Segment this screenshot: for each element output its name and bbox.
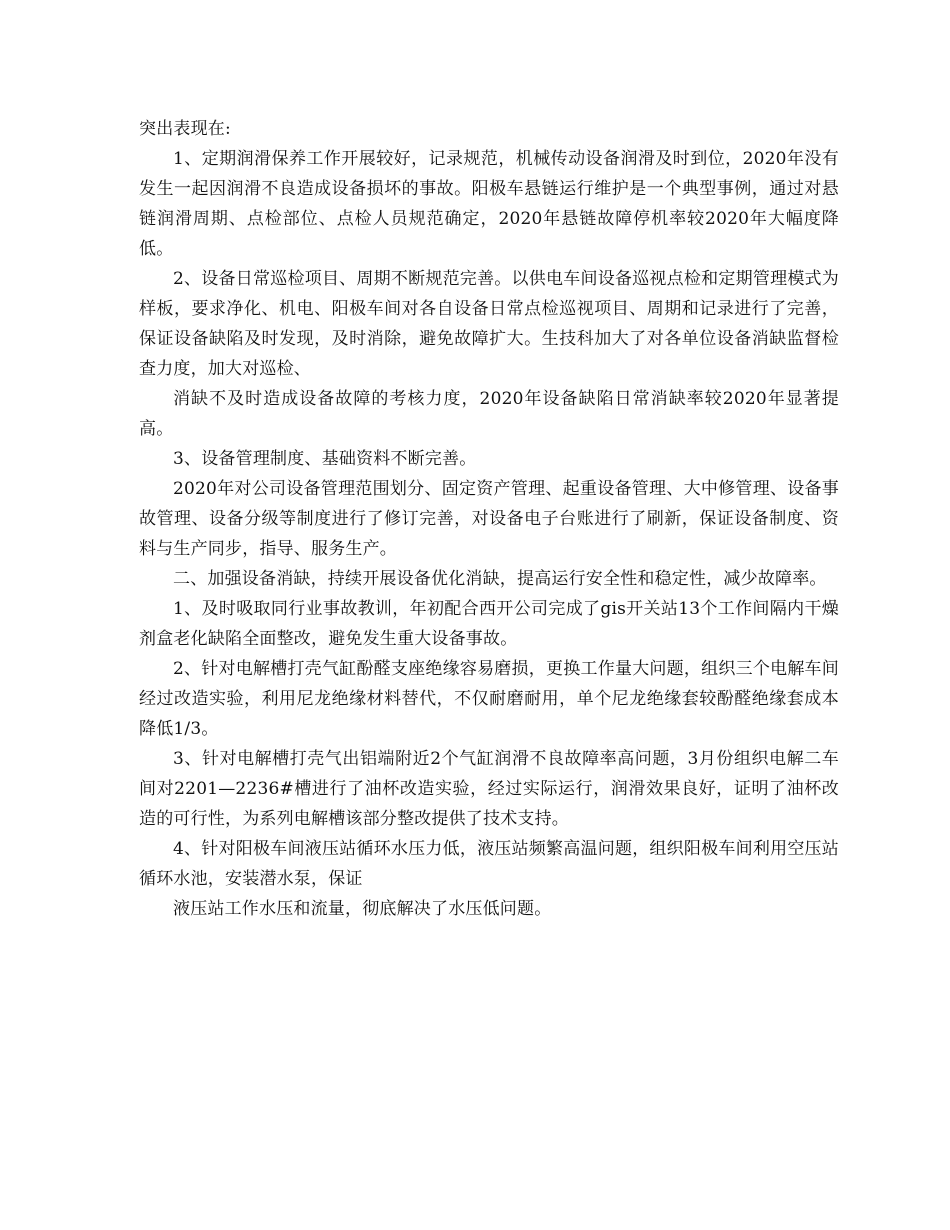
paragraph-item-2-inspection: 2、设备日常巡检项目、周期不断规范完善。以供电车间设备巡视点检和定期管理模式为样板，要求净化、机电、阳极车间对各自设备日常点检巡视项目、周期和记录进行了完善，保证设备缺陷及时发现，及时消除，避免故障扩大。生技科加大了对各单位设备消缺监督检查力度，加大对巡检、 [139,269,839,379]
paragraph-item-1-lubrication: 1、定期润滑保养工作开展较好，记录规范，机械传动设备润滑及时到位，2020年没有发生一起因润滑不良造成设备损坏的事故。阳极车悬链运行维护是一个典型事例，通过对悬链润滑周期、点检部位、点检人员规范确定，2020年悬链故障停机率较2020年大幅度降低。 [139,149,839,259]
paragraph-defect-item-1: 1、及时吸取同行业事故教训，年初配合西开公司完成了gis开关站13个工作间隔内干燥剂盒老化缺陷全面整改，避免发生重大设备事故。 [139,599,839,649]
paragraph-defect-item-4: 4、针对阳极车间液压站循环水压力低，液压站频繁高温问题，组织阳极车间利用空压站循环水池，安装潜水泵，保证 [139,839,839,889]
paragraph-intro: 突出表现在: [139,119,231,139]
document-body [139,114,839,924]
paragraph-item-2-continued: 消缺不及时造成设备故障的考核力度，2020年设备缺陷日常消缺率较2020年显著提高。 [139,389,839,439]
paragraph-defect-item-4-continued: 液压站工作水压和流量，彻底解决了水压低问题。 [173,899,552,919]
paragraph-defect-item-3: 3、针对电解槽打壳气出铝端附近2个气缸润滑不良故障率高问题，3月份组织电解二车间对2201—2236#槽进行了油杯改造实验，经过实际运行，润滑效果良好，证明了油杯改造的可行性，为系列电解槽该部分整改提供了技术支持。 [139,749,839,829]
paragraph-defect-item-2: 2、针对电解槽打壳气缸酚醛支座绝缘容易磨损，更换工作量大问题，组织三个电解车间经过改造实验，利用尼龙绝缘材料替代，不仅耐磨耐用，单个尼龙绝缘套较酚醛绝缘套成本降低1/3。 [139,659,839,739]
paragraph-item-3-management: 3、设备管理制度、基础资料不断完善。 [173,449,477,469]
paragraph-management-details: 2020年对公司设备管理范围划分、固定资产管理、起重设备管理、大中修管理、设备事故管理、设备分级等制度进行了修订完善，对设备电子台账进行了刷新，保证设备制度、资料与生产同步，指导、服务生产。 [139,479,839,559]
paragraph-section-two-heading: 二、加强设备消缺，持续开展设备优化消缺，提高运行安全性和稳定性，减少故障率。 [173,569,827,589]
